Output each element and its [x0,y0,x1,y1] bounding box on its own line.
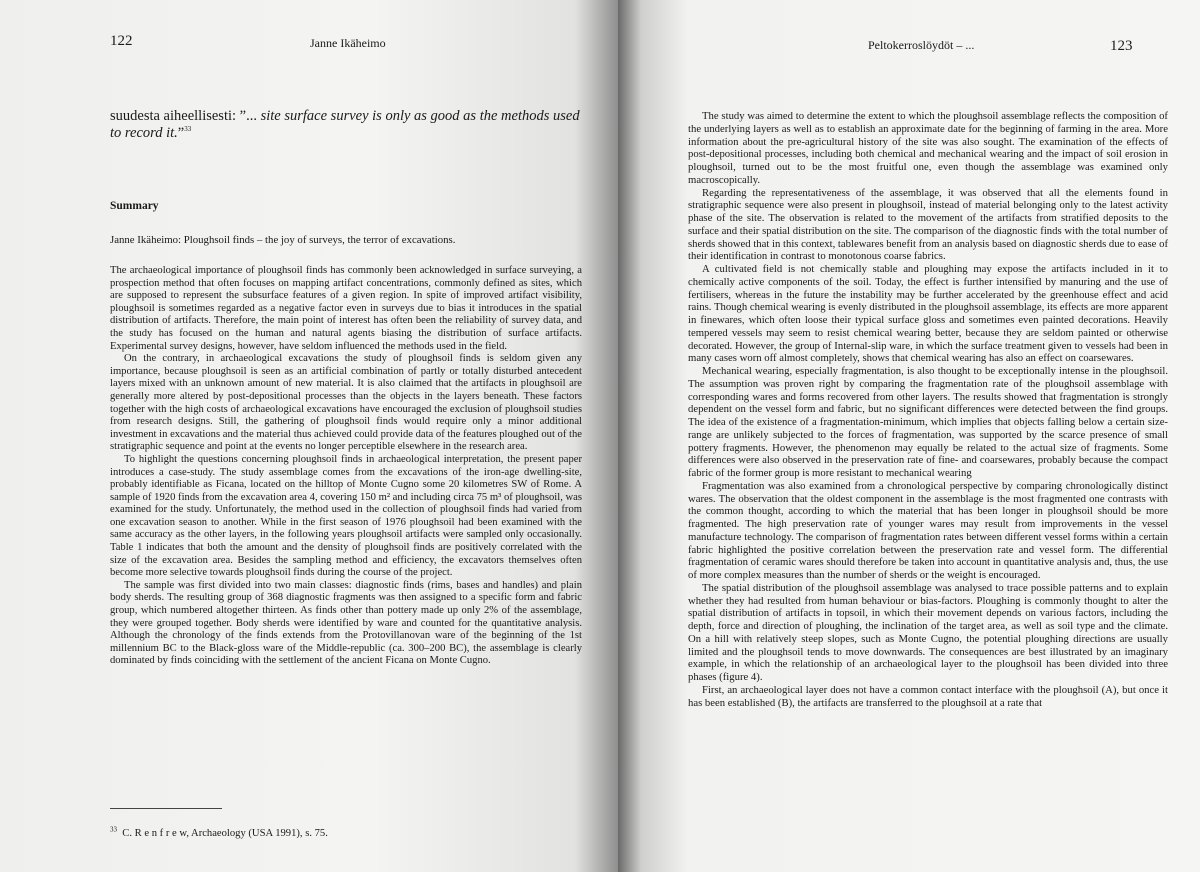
paragraph: A cultivated field is not chemically stable and ploughing may expose the artifacts included in it to chemically active components of the soil. Today, the effect is further intensified by manuring and the use of fertilisers, whereas in the future the instability may be further accelerated by the greenhouse effect and acid rains. Though chemical wearing is evenly distributed in the ploughsoil assemblage, its effects are more apparent in finewares, which often loose their typical surface gloss and sometimes even painted decorations. Heavily tempered vessels may seem to resist chemical wearing better, because they are seldom painted or otherwise decorated. However, the group of Internal-slip ware, in which the surface treatment given to vessels had been in many cases worn off almost completely, shows that chemical wearing has also an effect on coarsewares. [688,263,1168,365]
running-head-right: Peltokerroslöydöt – ... [868,38,975,52]
paragraph: Regarding the representativeness of the assemblage, it was observed that all the elements found in stratigraphic sequence were also present in ploughsoil, instead of material belonging only to the latest activity phase of the site. The observation is related to the movement of the artifacts from stratified deposits to the surface and their spatial distribution on the site. The comparison of the diagnostic finds with the total number of sherds showed that in this context, tablewares benefit from an analysis based on diagnostic sherds due to ease of their identification in contrast to monotonous coarse fabrics. [688,186,1168,263]
footnote-text: C. R e n f r e w, Archaeology (USA 1991), s. 75. [122,828,328,839]
quote-lead: suudesta aiheellisesti: ”... [110,108,257,124]
footnote-number: 33 [110,825,117,834]
left-body [110,265,582,668]
quote-close: ” [177,125,185,141]
paragraph: Fragmentation was also examined from a chronological perspective by comparing chronologically distinct wares. The observation that the oldest component in the assemblage is the most fragmented one contrasts with the common thought, according to which the material that has been longer in ploughsoil should be more fragmented. The high preservation rate of younger wares may result from improvements in the vessel manufacture technology. The comparison of fragmentation rates between different vessel forms within a certain fabric highlighted the positive correlation between the preservation rate and vessel form. The differential fragmentation of ceramic wares should therefore be taken into account in quantitative analysis and, thus, the use of more complex measures than the number of sherds or the weight is encouraged. [688,479,1168,581]
paragraph: The study was aimed to determine the extent to which the ploughsoil assemblage reflects the composition of the underlying layers as well as to establish an approximate date for the beginning of farming in the area. More information about the pre-agricultural history of the site was also sought. The examination of the effects of post-depositional processes, including both chemical and mechanical wearing and the impact of soil erosion in ploughsoil, turned out to be the most fruitful one, even though the assemblage was examined only macroscopically. [688,110,1168,186]
paragraph: The sample was first divided into two main classes: diagnostic finds (rims, bases and handles) and plain body sherds. The resulting group of 368 diagnostic fragments was then assigned to a specific form and fabric group, which numbered altogether thirteen. As finds other than pottery made up only 2% of the assemblage, they were grouped together. Body sherds were identified by ware and counted for the quantitative analysis. Although the chronology of the finds extends from the Protovillanovan ware of the beginning of the 1st millennium BC to the Black-gloss ware of the Middle-republic (ca. 300–200 BC), the assemblage is clearly dominated by finds coinciding with the settlement of the ancient Ficana on Monte Cugno. [110,579,582,667]
quote-block [110,108,582,142]
footnote-ref: 33 [184,125,192,134]
page-number-left: 122 [110,33,133,49]
paragraph: The archaeological importance of ploughsoil finds has commonly been acknowledged in surface surveying, a prospection method that often focuses on mapping artifact concentrations, commonly defined as sites, which are supposed to represent the subsurface features of a given region. In spite of improved artifact visibility, ploughsoil is sometimes regarded as a negative factor even in surveys due to bias it introduces in the spatial distribution of artifacts. Therefore, the main point of interest has often been the reliability of survey data, and the study has focused on the human and natural agents biasing the distribution of surface artifacts. Experimental survey designs, however, have seldom influenced the methods used in the field. [110,265,582,352]
summary-title: Janne Ikäheimo: Ploughsoil finds – the joy of surveys, the terror of excavations. [110,234,456,246]
paragraph: First, an archaeological layer does not have a common contact interface with the ploughsoil (A), but once it has been established (B), the artifacts are transferred to the ploughsoil at a rate that [688,683,1168,709]
page-number-right: 123 [1110,38,1133,54]
right-page [618,0,1200,872]
paragraph: To highlight the questions concerning ploughsoil finds in archaeological interpretation, the present paper introduces a case-study. The study assemblage comes from the excavations of the iron-age dwelling-site, probably identifiable as Ficana, located on the hilltop of Monte Cugno some 20 kilometres SW of Rome. A sample of 1920 finds from the excavation area 4, covering 150 m² and including circa 75 m³ of ploughsoil, was examined for the study. Unfortunately, the method used in the collection of ploughsoil finds had varied from one excavation season to another. While in the first season of 1976 ploughsoil had been examined with the same accuracy as the other layers, in the following years ploughsoil artifacts were sampled only occasionally. Table 1 indicates that both the amount and the density of ploughsoil finds are positively correlated with the size of the excavation area. Besides the sampling method and efficiency, the excavators themselves often become more selective towards ploughsoil finds during the course of the project. [110,453,582,579]
footnote [110,825,328,839]
quote-italic: site surface survey is only as good as the methods used to record it. [110,108,580,141]
right-body [688,110,1168,709]
summary-heading: Summary [110,200,159,212]
running-head-left: Janne Ikäheimo [310,36,386,50]
footnote-rule [110,808,222,809]
paragraph: On the contrary, in archaeological excavations the study of ploughsoil finds is seldom given any importance, because ploughsoil is seen as an artificial combination of partly or totally disturbed antecedent layers mixed with an unknown amount of new material. It is also claimed that the artifacts in ploughsoil are generally more altered by post-depositional processes than the objects in the layers beneath. These factors together with the high costs of archaeological excavations have encouraged the exclusion of ploughsoil studies from research designs. Still, the gathering of ploughsoil finds would require only a minor additional investment in excavations and the material thus achieved could provide data of the features ploughed out of the stratigraphic sequence and point at the events no longer perceptible elsewhere in the research area. [110,353,582,453]
paragraph: The spatial distribution of the ploughsoil assemblage was analysed to trace possible patterns and to explain whether they had resulted from human behaviour or bias-factors. Ploughing is commonly thought to alter the spatial distribution of artifacts in topsoil, in which their movement depends on various factors, including the depth, force and direction of ploughing, the inclination of the target area, as well as soil type and the climate. On a hill with relatively steep slopes, such as Monte Cugno, the potential ploughing directions are usually limited and the ploughsoil tends to move downwards. The consequences are best illustrated by an imaginary example, in which the relationship of an archaeological layer to the ploughsoil has been divided into three phases (figure 4). [688,581,1168,683]
paragraph: Mechanical wearing, especially fragmentation, is also thought to be exceptionally intense in the ploughsoil. The assumption was proven right by comparing the fragmentation rate of the ploughsoil assemblage with corresponding wares and forms recovered from other layers. The results showed that fragmentation is strongly dependent on the vessel form and fabric, but no significant differences were detected between the find groups. The idea of the existence of a fragmentation-minimum, which implies that objects falling below a certain size-range are unlikely subjected to the forces of fragmentation, was supported by the scarce presence of small pottery fragments. However, the phenomenon may equally be related to the actual size of fragments. Some differences were also observed in the preservation rate of fine- and coarsewares, probably because the compact fabric of the former group is more resistant to mechanical wearing [688,365,1168,479]
